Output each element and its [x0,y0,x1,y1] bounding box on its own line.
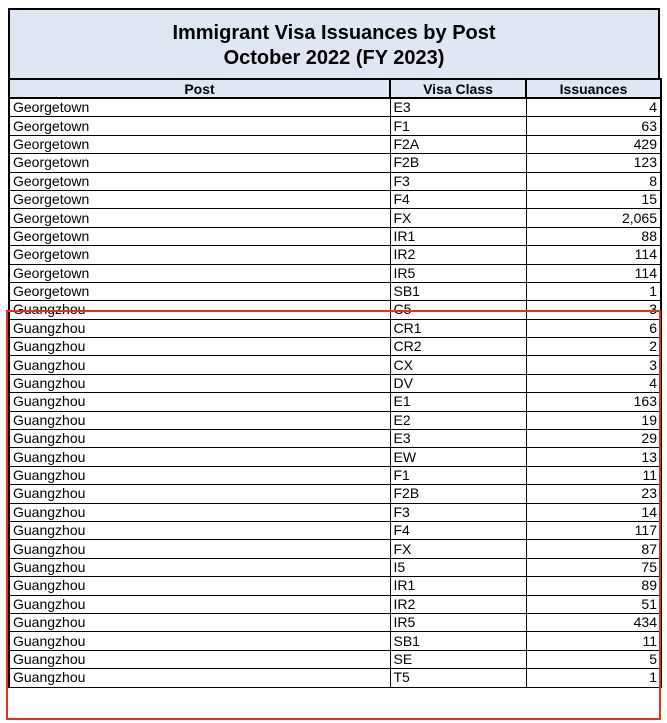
post-cell: Georgetown [9,190,390,208]
table-header-row [9,79,661,98]
issuances-cell: 11 [526,466,661,484]
post-cell: Guangzhou [9,650,390,668]
post-cell: Guangzhou [9,448,390,466]
post-cell: Georgetown [9,135,390,153]
table-row [9,448,661,466]
table-row [9,650,661,668]
post-cell: Georgetown [9,154,390,172]
post-cell: Guangzhou [9,558,390,576]
visa-class-cell: IR5 [390,613,526,631]
visa-class-cell: F1 [390,466,526,484]
issuances-cell: 117 [526,521,661,539]
post-cell: Georgetown [9,282,390,300]
issuances-cell: 1 [526,282,661,300]
table-row [9,595,661,613]
table-row [9,485,661,503]
issuances-cell: 15 [526,190,661,208]
post-cell: Guangzhou [9,430,390,448]
post-cell: Georgetown [9,172,390,190]
table-row [9,430,661,448]
table-row [9,319,661,337]
table-row [9,154,661,172]
table-row [9,356,661,374]
table-row [9,135,661,153]
visa-class-cell: I5 [390,558,526,576]
post-cell: Guangzhou [9,301,390,319]
column-header-issuances: Issuances [526,79,661,98]
table-row [9,466,661,484]
table-row [9,374,661,392]
issuances-cell: 14 [526,503,661,521]
visa-class-cell: F4 [390,190,526,208]
visa-class-cell: DV [390,374,526,392]
post-cell: Guangzhou [9,503,390,521]
visa-class-cell: E2 [390,411,526,429]
visa-class-cell: C5 [390,301,526,319]
report-title-box [8,8,660,78]
table-row [9,613,661,631]
issuances-cell: 63 [526,117,661,135]
visa-class-cell: CR2 [390,338,526,356]
issuances-cell: 3 [526,301,661,319]
visa-class-cell: CX [390,356,526,374]
table-row [9,246,661,264]
report-subtitle: October 2022 (FY 2023) [223,47,445,69]
post-cell: Guangzhou [9,595,390,613]
table-row [9,227,661,245]
table-row [9,558,661,576]
post-cell: Georgetown [9,227,390,245]
post-cell: Guangzhou [9,319,390,337]
visa-class-cell: F2B [390,485,526,503]
issuances-cell: 163 [526,393,661,411]
post-cell: Georgetown [9,98,390,117]
table-row [9,521,661,539]
issuances-cell: 429 [526,135,661,153]
post-cell: Guangzhou [9,577,390,595]
issuances-cell: 6 [526,319,661,337]
issuances-cell: 4 [526,374,661,392]
visa-class-cell: IR2 [390,246,526,264]
column-header-visa-class: Visa Class [390,79,526,98]
column-header-post: Post [9,79,390,98]
visa-class-cell: E3 [390,430,526,448]
visa-class-cell: F2B [390,154,526,172]
table-row [9,117,661,135]
table-row [9,632,661,650]
visa-class-cell: E1 [390,393,526,411]
table-row [9,411,661,429]
post-cell: Guangzhou [9,393,390,411]
post-cell: Georgetown [9,246,390,264]
table-row [9,264,661,282]
table-row [9,393,661,411]
visa-class-cell: F4 [390,521,526,539]
visa-class-cell: IR1 [390,577,526,595]
post-cell: Guangzhou [9,411,390,429]
issuances-cell: 89 [526,577,661,595]
table-row [9,301,661,319]
table-row [9,98,661,117]
visa-class-cell: SE [390,650,526,668]
visa-issuance-document [8,8,660,688]
post-cell: Guangzhou [9,521,390,539]
visa-class-cell: F3 [390,172,526,190]
table-row [9,209,661,227]
post-cell: Guangzhou [9,540,390,558]
table-row [9,282,661,300]
post-cell: Georgetown [9,264,390,282]
issuances-cell: 434 [526,613,661,631]
visa-class-cell: E3 [390,98,526,117]
visa-class-cell: FX [390,209,526,227]
issuances-cell: 88 [526,227,661,245]
issuances-cell: 13 [526,448,661,466]
visa-class-cell: EW [390,448,526,466]
visa-class-cell: SB1 [390,632,526,650]
post-cell: Guangzhou [9,338,390,356]
issuances-cell: 11 [526,632,661,650]
visa-class-cell: IR2 [390,595,526,613]
issuances-cell: 114 [526,264,661,282]
issuances-cell: 87 [526,540,661,558]
table-row [9,503,661,521]
post-cell: Guangzhou [9,669,390,687]
issuances-cell: 4 [526,98,661,117]
issuances-cell: 3 [526,356,661,374]
post-cell: Guangzhou [9,613,390,631]
visa-class-cell: CR1 [390,319,526,337]
table-row [9,338,661,356]
visa-class-cell: T5 [390,669,526,687]
issuances-cell: 5 [526,650,661,668]
post-cell: Guangzhou [9,466,390,484]
report-title: Immigrant Visa Issuances by Post [172,22,496,44]
issuances-cell: 75 [526,558,661,576]
visa-class-cell: SB1 [390,282,526,300]
issuances-cell: 2 [526,338,661,356]
visa-class-cell: IR1 [390,227,526,245]
table-row [9,190,661,208]
issuances-cell: 114 [526,246,661,264]
visa-class-cell: F1 [390,117,526,135]
post-cell: Georgetown [9,117,390,135]
issuances-cell: 8 [526,172,661,190]
issuances-cell: 19 [526,411,661,429]
issuances-cell: 51 [526,595,661,613]
post-cell: Guangzhou [9,374,390,392]
post-cell: Georgetown [9,209,390,227]
table-row [9,172,661,190]
visa-class-cell: FX [390,540,526,558]
post-cell: Guangzhou [9,356,390,374]
issuance-table [8,78,662,688]
table-row [9,540,661,558]
issuances-cell: 23 [526,485,661,503]
table-body [9,98,661,687]
post-cell: Guangzhou [9,485,390,503]
visa-class-cell: F2A [390,135,526,153]
visa-class-cell: F3 [390,503,526,521]
table-row [9,669,661,687]
post-cell: Guangzhou [9,632,390,650]
issuances-cell: 29 [526,430,661,448]
issuances-cell: 1 [526,669,661,687]
issuances-cell: 2,065 [526,209,661,227]
visa-class-cell: IR5 [390,264,526,282]
table-row [9,577,661,595]
issuances-cell: 123 [526,154,661,172]
